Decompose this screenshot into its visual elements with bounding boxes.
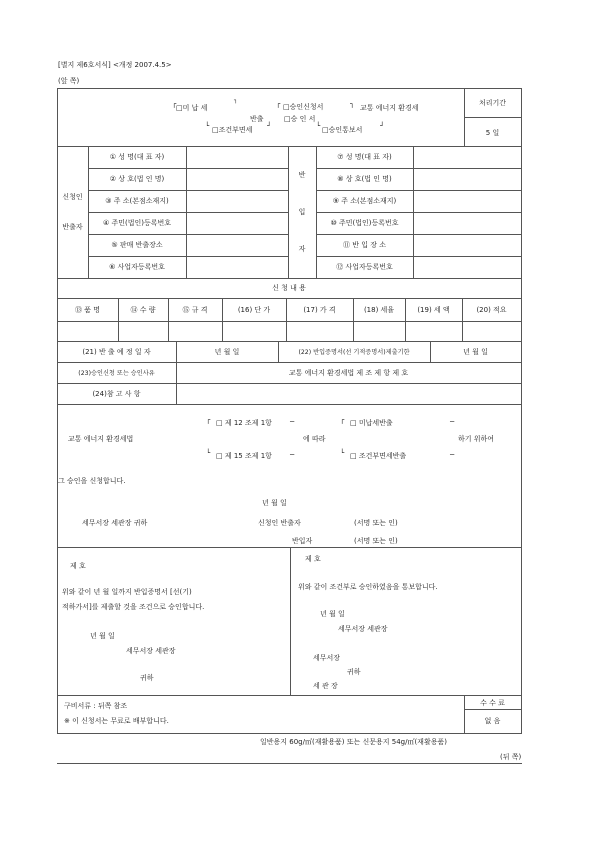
receiver-company-label: ⑧ 상 호(법 인 명) bbox=[337, 175, 392, 183]
signature-2[interactable]: (서명 또는 인) bbox=[354, 537, 398, 545]
approval-right-to-3: 세 관 장 bbox=[313, 682, 338, 690]
option-conditional-exemption[interactable]: □조건부면세 bbox=[212, 126, 253, 134]
approval-left-text-2: 적하가서]를 제출할 것을 조건으로 승인합니다. bbox=[62, 603, 205, 611]
tax-name: 교통 에너지 환경세 bbox=[360, 104, 419, 112]
receiver-group-label-3: 자 bbox=[298, 245, 306, 253]
applicant-bizno-label: ⑥ 사업자등록번호 bbox=[109, 263, 165, 271]
option-approval[interactable]: □승 인 서 bbox=[284, 115, 316, 123]
option-article-15[interactable]: □ 제 15 조제 1항 bbox=[216, 452, 272, 460]
applicant-name-label: ① 성 명(대 표 자) bbox=[109, 153, 165, 161]
declaration-date[interactable]: 년 월 일 bbox=[262, 499, 287, 507]
receiver-address-label: ⑨ 주 소(본점소재지) bbox=[332, 197, 397, 205]
receiver-name-label: ⑦ 성 명(대 표 자) bbox=[337, 153, 392, 161]
applicant-address-label: ③ 주 소(본점소재지) bbox=[105, 197, 169, 205]
receiver-regno-label: ⑩ 주민(법인)등록번호 bbox=[330, 219, 399, 227]
option-article-12[interactable]: □ 제 12 조제 1항 bbox=[216, 419, 272, 427]
processing-period-value: 5 일 bbox=[485, 129, 500, 137]
receiver-name-field[interactable] bbox=[413, 146, 521, 168]
front-side-label: (앞 쪽) bbox=[58, 77, 80, 85]
form-number: [별지 제6호서식] <개정 2007.4.5> bbox=[58, 61, 172, 69]
submission-deadline-label: (22) 반입증명서(선 기적증명서)제출기한 bbox=[298, 349, 410, 356]
applicant-regno-label: ④ 주민(법인)등록번호 bbox=[102, 219, 172, 227]
declaration-law: 교통 에너지 환경세법 bbox=[68, 435, 134, 443]
receiver-regno-field[interactable] bbox=[413, 212, 521, 234]
approval-right-to-1: 세무서장 bbox=[313, 654, 341, 662]
applicant-company-field[interactable] bbox=[186, 168, 288, 190]
processing-period-label: 처리기간 bbox=[478, 99, 507, 107]
option-export: 반출 bbox=[250, 115, 264, 123]
fee-value: 없 음 bbox=[484, 717, 501, 725]
col-item-name: ⑬ 품 명 bbox=[75, 306, 100, 314]
declaration-request: 그 승인을 신청합니다. bbox=[58, 477, 126, 485]
submission-deadline-field[interactable]: 년 월 일 bbox=[463, 347, 488, 356]
declaration-purpose: 하기 위하여 bbox=[458, 435, 495, 443]
option-tax-unpaid[interactable]: □미 납 세 bbox=[176, 104, 208, 112]
signature-1[interactable]: (서명 또는 인) bbox=[354, 519, 398, 527]
according-to: 에 따라 bbox=[303, 435, 326, 443]
back-side-label: (뒤 쪽) bbox=[500, 753, 522, 761]
option-unpaid-export[interactable]: □ 미납세반출 bbox=[350, 419, 393, 427]
approval-right-to-2: 귀하 bbox=[347, 668, 361, 676]
col-spec: ⑮ 규 격 bbox=[182, 306, 208, 314]
required-docs: 구비서류 : 뒤쪽 참조 bbox=[64, 702, 128, 710]
approval-reason-field[interactable]: 교통 에너지 환경세법 제 조 제 항 제 호 bbox=[288, 368, 409, 377]
applicant-sales-place-field[interactable] bbox=[186, 234, 288, 256]
receiver-place-field[interactable] bbox=[413, 234, 521, 256]
applicant-regno-field[interactable] bbox=[186, 212, 288, 234]
receiver-company-field[interactable] bbox=[413, 168, 521, 190]
planned-export-date-label: (21) 반 출 예 정 일 자 bbox=[82, 347, 151, 356]
declaration-addressee: 세무서장 세관장 귀하 bbox=[82, 519, 148, 527]
option-conditional-export[interactable]: □ 조건부면세반출 bbox=[350, 452, 407, 460]
approval-left-office: 세무서장 세관장 bbox=[126, 647, 176, 655]
receiver-address-field[interactable] bbox=[413, 190, 521, 212]
approval-right-number: 제 호 bbox=[305, 555, 321, 563]
receiver-place-label: ⑪ 반 입 장 소 bbox=[343, 241, 386, 249]
applicant-exporter-label: 신청인 반출자 bbox=[258, 519, 301, 527]
exporter-group-label: 반출자 bbox=[62, 223, 83, 231]
approval-right-office: 세무서장 세관장 bbox=[338, 625, 388, 633]
fee-label: 수 수 료 bbox=[480, 698, 505, 707]
receiver-group-label-1: 반 bbox=[298, 171, 306, 179]
approval-right-text: 위와 같이 조건부로 승인하였음을 통보합니다. bbox=[298, 583, 438, 591]
col-unit-price: (16) 단 가 bbox=[237, 306, 271, 314]
applicant-address-field[interactable] bbox=[186, 190, 288, 212]
approval-left-text-1: 위와 같이 년 월 일까지 반입증명서 [선(기) bbox=[62, 588, 192, 596]
applicant-bizno-field[interactable] bbox=[186, 256, 288, 278]
col-price: (17) 가 격 bbox=[303, 306, 336, 314]
receiver-label: 반입자 bbox=[292, 537, 313, 545]
col-remarks: (20) 적요 bbox=[476, 306, 507, 314]
free-distribution-note: ※ 이 신청서는 무료로 배부합니다. bbox=[64, 717, 169, 725]
approval-right-date: 년 월 일 bbox=[320, 610, 345, 618]
approval-reason-label: (23)승인신청 또는 승인사유 bbox=[78, 370, 155, 377]
notes-label: (24)참 고 사 항 bbox=[92, 389, 141, 398]
col-tax-amount: (19) 세 액 bbox=[417, 306, 450, 314]
planned-export-date-field[interactable]: 년 월 일 bbox=[214, 347, 240, 356]
approval-left-to: 귀하 bbox=[140, 674, 154, 682]
receiver-group-label-2: 입 bbox=[298, 208, 306, 216]
approval-left-number: 제 호 bbox=[70, 562, 86, 570]
applicant-name-field[interactable] bbox=[186, 146, 288, 168]
option-approval-notice[interactable]: □승인통보서 bbox=[322, 126, 363, 134]
option-approval-application[interactable]: □승인신청서 bbox=[283, 103, 324, 111]
applicant-company-label: ② 상 호(법 인 명) bbox=[109, 175, 165, 183]
applicant-group-label: 신청인 bbox=[62, 193, 83, 201]
approval-left-date: 년 월 일 bbox=[90, 632, 115, 640]
applicant-sales-place-label: ⑤ 판매 반출장소 bbox=[111, 241, 163, 249]
receiver-bizno-field[interactable] bbox=[413, 256, 521, 278]
col-tax-rate: (18) 세율 bbox=[363, 306, 395, 314]
paper-spec: 일반용지 60g/㎡(재활용품) 또는 신문용지 54g/㎡(재활용품) bbox=[260, 738, 447, 746]
details-entry-row[interactable] bbox=[57, 322, 521, 340]
notes-field[interactable] bbox=[176, 383, 521, 404]
col-quantity: ⑭ 수 량 bbox=[130, 306, 156, 314]
receiver-bizno-label: ⑫ 사업자등록번호 bbox=[336, 263, 393, 271]
details-section-title: 신 청 내 용 bbox=[272, 284, 306, 292]
